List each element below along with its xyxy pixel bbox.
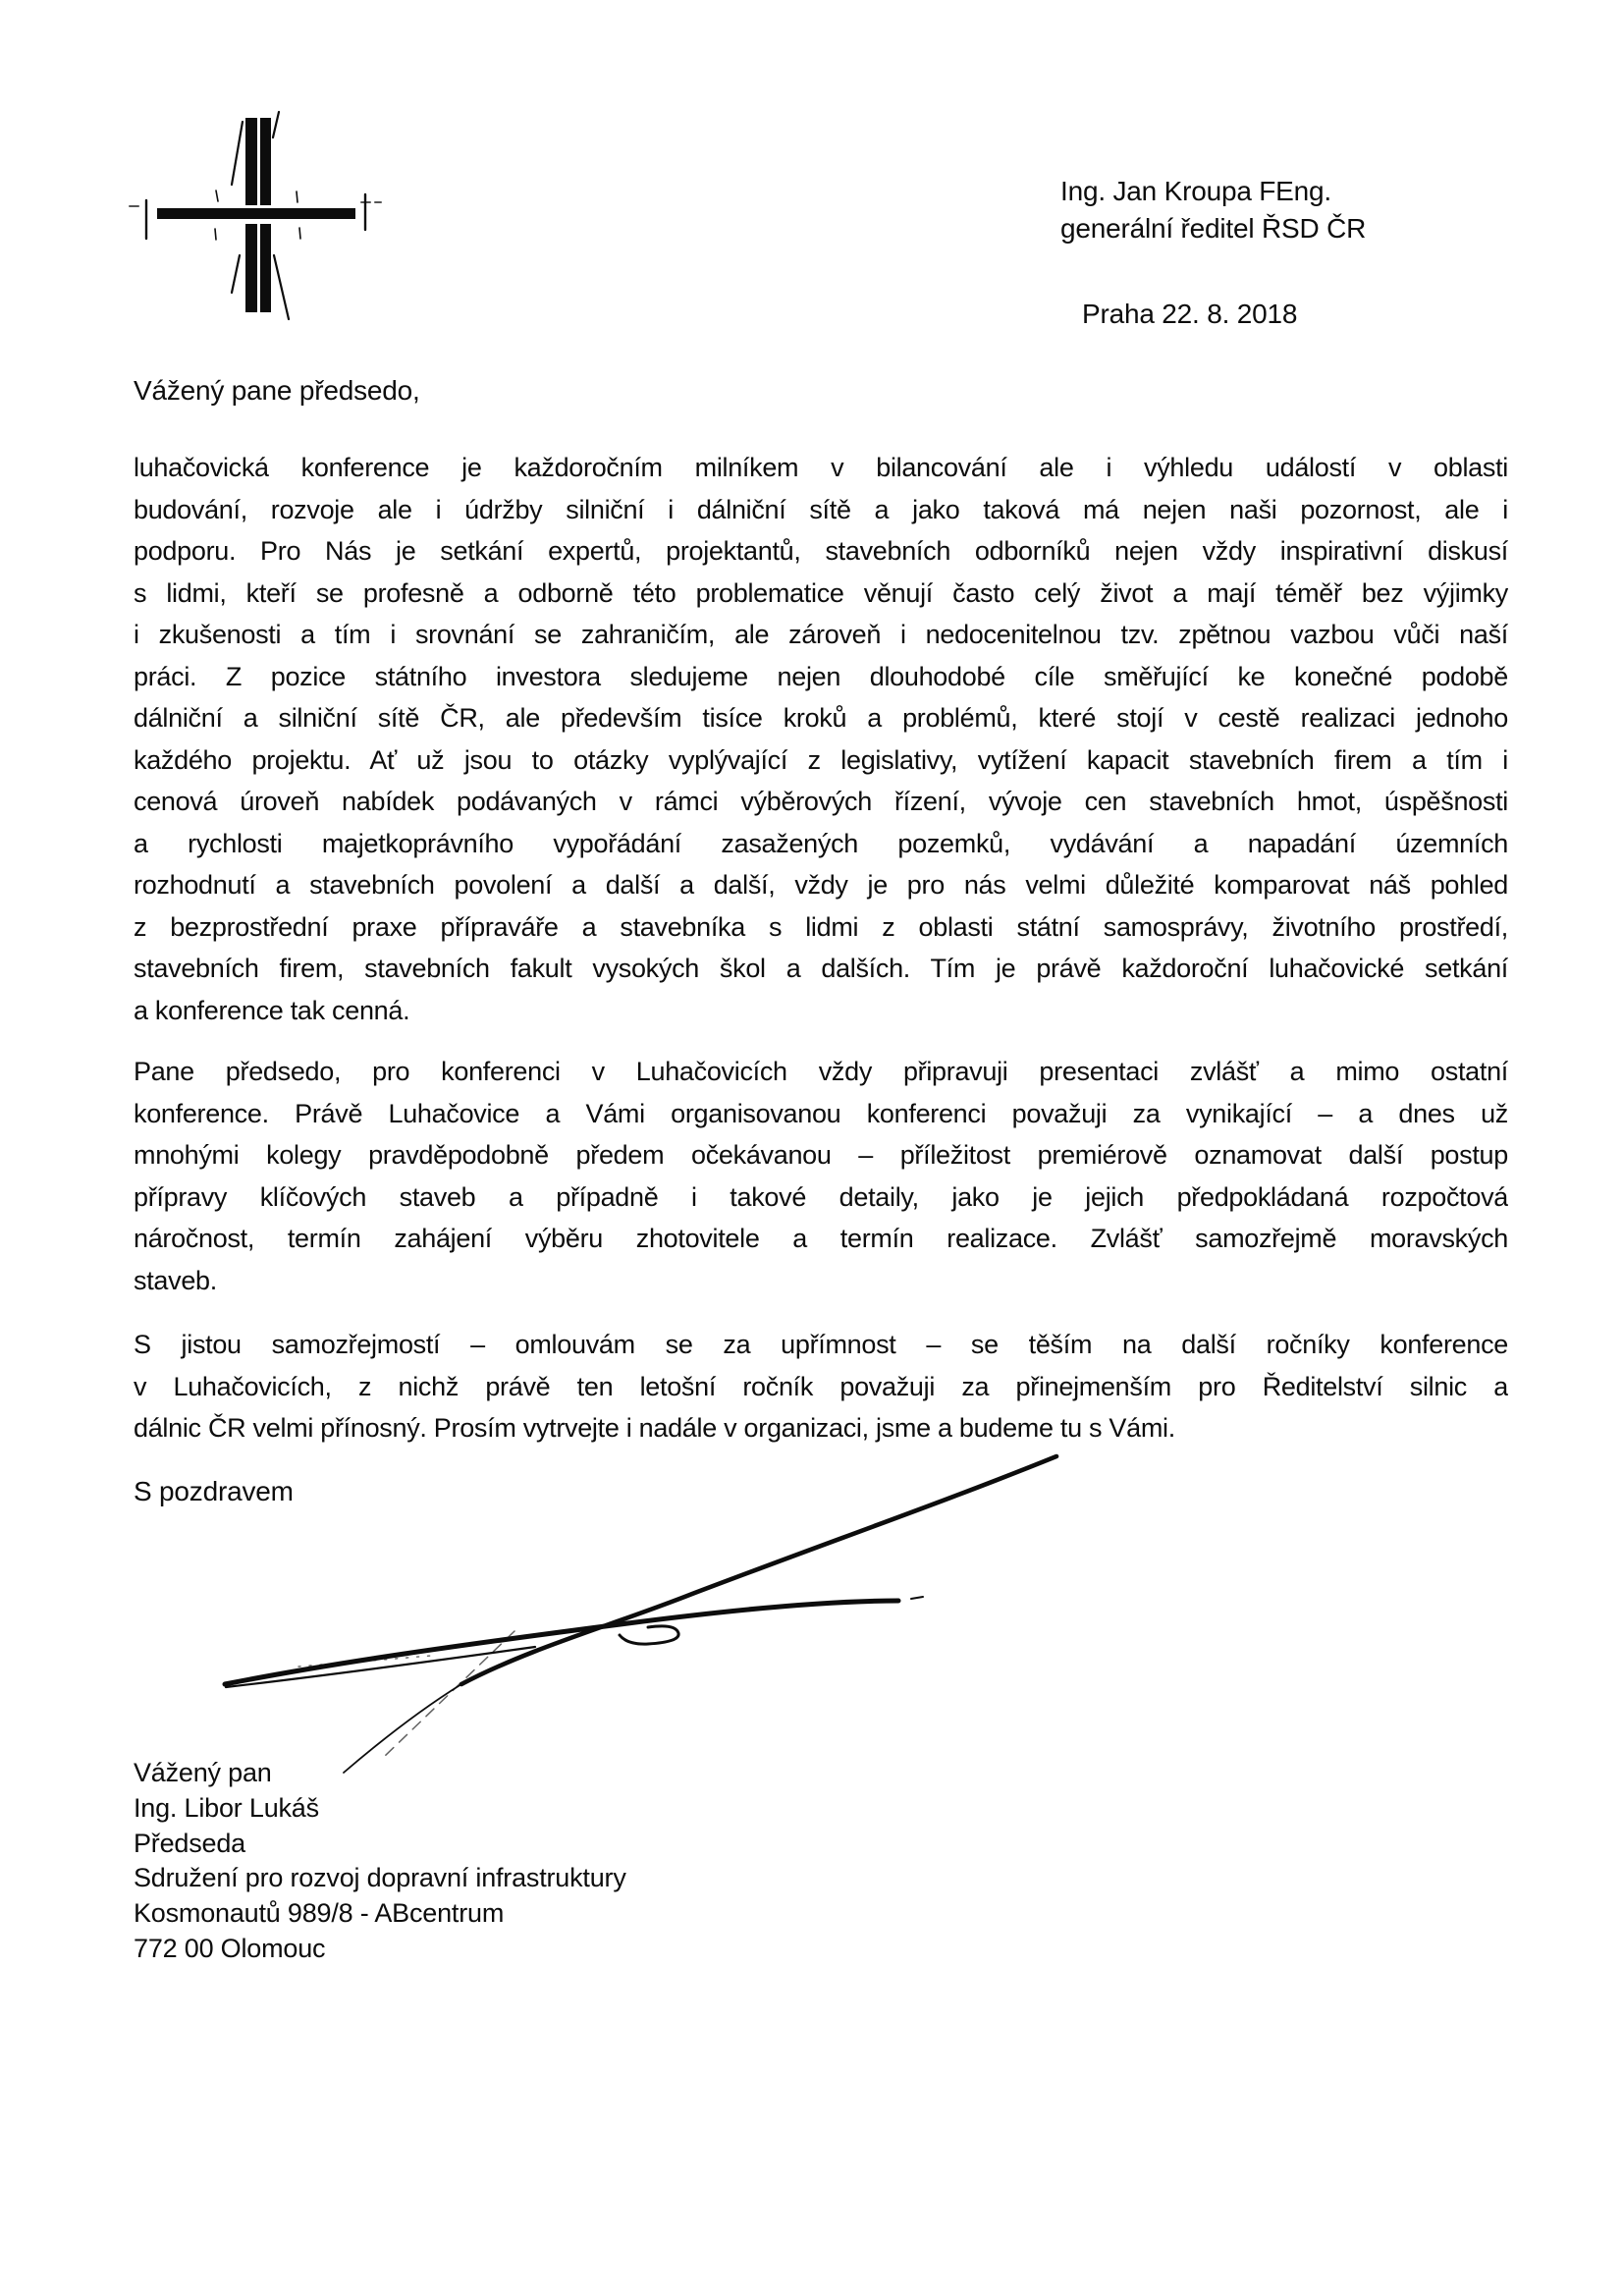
recipient-line: Vážený pan bbox=[134, 1758, 272, 1787]
recipient-line: Sdružení pro rozvoj dopravní infrastruktury bbox=[134, 1863, 626, 1893]
body-line: cenová úroveň nabídek podávaných v rámci výběrových řízení, vývoje cen stavebních hmot, úspěšnosti bbox=[134, 787, 1508, 816]
body-line: mnohými kolegy pravděpodobně předem očekávanou – příležitost premiérově oznamovat další postup bbox=[134, 1140, 1508, 1170]
body-line: z bezprostřední praxe přípraváře a stavebníka s lidmi z oblasti státní samosprávy, životního prostředí, bbox=[134, 911, 1508, 942]
body-line: s lidmi, kteří se profesně a odborně této problematice věnují často celý život a mají téměř bez výjimky bbox=[134, 577, 1508, 608]
body-line: přípravy klíčových staveb a případně i takové detaily, jako je jejich předpokládaná rozpočtová bbox=[134, 1181, 1508, 1212]
recipient-line: Kosmonautů 989/8 - ABcentrum bbox=[134, 1898, 505, 1929]
closing: S pozdravem bbox=[134, 1476, 294, 1506]
handwritten-signature-icon bbox=[137, 1434, 1100, 1807]
body-line: staveb. bbox=[134, 1265, 217, 1295]
recipient-block bbox=[134, 1756, 626, 1967]
body-line: S jistou samozřejmostí – omlouvám se za upřímnost – se těším na další ročníky konference bbox=[134, 1330, 1508, 1359]
paragraph-3 bbox=[134, 1324, 1508, 1449]
body-line: v Luhačovicích, z nichž právě ten letošní ročník považuji za přinejmenším pro Ředitelství silnic a bbox=[134, 1371, 1508, 1401]
recipient-line: Předseda bbox=[134, 1828, 245, 1858]
body-line: rozhodnutí a stavebních povolení a další a další, vždy je pro nás velmi důležité komparovat náš pohled bbox=[134, 870, 1508, 900]
body-line: dálniční a silniční sítě ČR, ale především tisíce kroků a problémů, které stojí v cestě realizaci jednoho bbox=[134, 703, 1508, 733]
body-line: podporu. Pro Nás je setkání expertů, projektantů, stavebních odborníků nejen vždy inspirativní diskusí bbox=[134, 536, 1508, 566]
paragraph-1 bbox=[134, 447, 1508, 1031]
body-line: náročnost, termín zahájení výběru zhotovitele a termín realizace. Zvlášť samozřejmě moravských bbox=[134, 1224, 1508, 1253]
body-line: i zkušenosti a tím i srovnání se zahraničím, ale zároveň i nedocenitelnou tzv. zpětnou vazbou vůči naší bbox=[134, 620, 1508, 649]
sender-title: generální ředitel ŘSD ČR bbox=[1060, 213, 1367, 244]
body-line: luhačovická konference je každoročním milníkem v bilancování ale i výhledu událostí v oblasti bbox=[134, 453, 1508, 482]
body-line: Pane předsedo, pro konferenci v Luhačovicích vždy připravuji presentaci zvlášť a mimo ostatní bbox=[134, 1057, 1508, 1086]
sender-block bbox=[1060, 173, 1483, 333]
sender-name: Ing. Jan Kroupa FEng. bbox=[1060, 176, 1331, 206]
paragraph-2 bbox=[134, 1051, 1508, 1301]
body-line: stavebních firem, stavebních fakult vysokých škol a dalších. Tím je právě každoroční luhačovické setkání bbox=[134, 954, 1508, 983]
recipient-line: 772 00 Olomouc bbox=[134, 1933, 326, 1963]
rsd-road-cross-logo-icon bbox=[128, 77, 383, 327]
body-line: práci. Z pozice státního investora sledujeme nejen dlouhodobé cíle směřující ke konečné podobě bbox=[134, 661, 1508, 691]
body-line: každého projektu. Ať už jsou to otázky vyplývající z legislativy, vytížení kapacit stavebních firem a tím i bbox=[134, 744, 1508, 775]
body-line: a rychlosti majetkoprávního vypořádání zasažených pozemků, vydávání a napadání územních bbox=[134, 828, 1508, 858]
recipient-line: Ing. Libor Lukáš bbox=[134, 1792, 319, 1823]
dateline: Praha 22. 8. 2018 bbox=[1082, 299, 1298, 329]
salutation: Vážený pane předsedo, bbox=[134, 375, 420, 406]
body-line: konference. Právě Luhačovice a Vámi organisovanou konferenci považuji za vynikající – a dnes už bbox=[134, 1098, 1508, 1128]
body-line: dálnic ČR velmi přínosný. Prosím vytrvejte i nadále v organizaci, jsme a budeme tu s Vámi. bbox=[134, 1413, 1175, 1443]
body-line: a konference tak cenná. bbox=[134, 995, 410, 1025]
body-line: budování, rozvoje ale i údržby silniční i dálniční sítě a jako taková má nejen naši pozornost, ale i bbox=[134, 494, 1508, 524]
